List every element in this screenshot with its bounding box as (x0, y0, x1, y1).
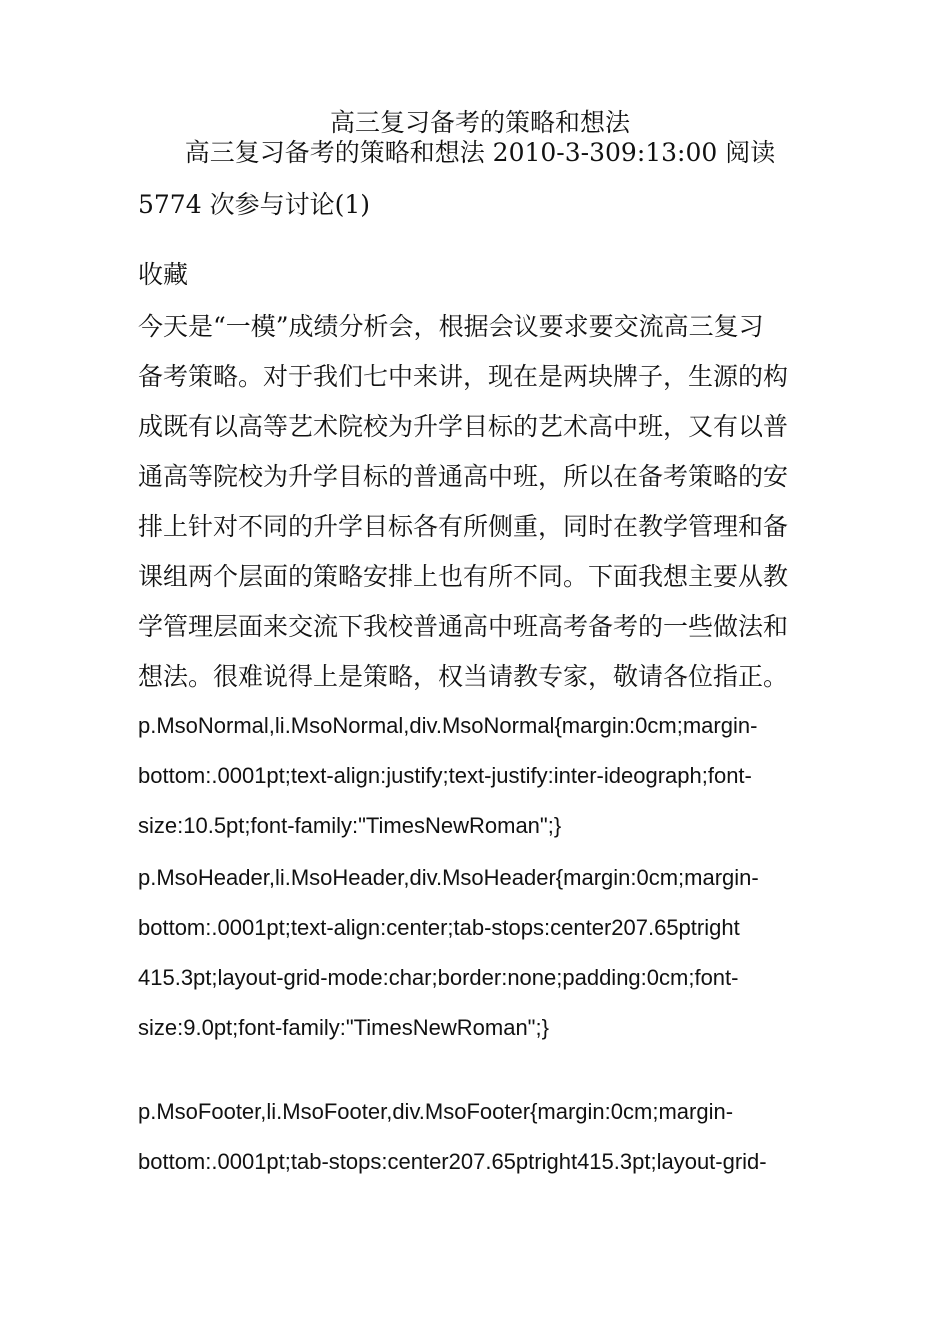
css-line: 415.3pt;layout-grid-mode:char;border:none;padding:0cm;font- (138, 965, 739, 990)
css-line: size:10.5pt;font-family:"TimesNewRoman";} (138, 813, 562, 838)
paragraph-line: 想法。很难说得上是策略，权当请教专家，敬请各位指正。 (138, 662, 789, 691)
css-line: p.MsoFooter,li.MsoFooter,div.MsoFooter{margin:0cm;margin- (138, 1099, 734, 1124)
collect-label: 收藏 (138, 260, 189, 289)
paragraph-line: 通高等院校为升学目标的普通高中班，所以在备考策略的安 (138, 462, 789, 491)
paragraph-line: 备考策略。对于我们七中来讲，现在是两块牌子，生源的构 (138, 362, 789, 391)
css-rule-mso-normal (138, 701, 828, 851)
paragraph-line: 排上针对不同的升学目标各有所侧重，同时在教学管理和备 (138, 512, 789, 541)
css-line: size:9.0pt;font-family:"TimesNewRoman";} (138, 1015, 549, 1040)
css-line: bottom:.0001pt;text-align:justify;text-justify:inter-ideograph;font- (138, 763, 752, 788)
css-rule-mso-footer (138, 1087, 828, 1187)
paragraph-line: 课组两个层面的策略安排上也有所不同。下面我想主要从教 (138, 562, 789, 591)
main-paragraph (138, 302, 818, 702)
css-line: p.MsoHeader,li.MsoHeader,div.MsoHeader{margin:0cm;margin- (138, 865, 759, 890)
discussion-meta: 5774 次参与讨论(1) (138, 190, 370, 219)
page-title: 高三复习备考的策略和想法 (329, 108, 630, 137)
css-line: bottom:.0001pt;tab-stops:center207.65ptright415.3pt;layout-grid- (138, 1149, 767, 1174)
page-subtitle: 高三复习备考的策略和想法 2010-3-309:13:00 阅读 (184, 138, 776, 167)
paragraph-line: 成既有以高等艺术院校为升学目标的艺术高中班，又有以普 (138, 412, 789, 441)
paragraph-line: 今天是“一模”成绩分析会，根据会议要求要交流高三复习 (138, 312, 764, 341)
css-rule-mso-header (138, 853, 828, 1053)
css-line: bottom:.0001pt;text-align:center;tab-stops:center207.65ptright (138, 915, 740, 940)
css-line: p.MsoNormal,li.MsoNormal,div.MsoNormal{margin:0cm;margin- (138, 713, 758, 738)
paragraph-line: 学管理层面来交流下我校普通高中班高考备考的一些做法和 (138, 612, 789, 641)
